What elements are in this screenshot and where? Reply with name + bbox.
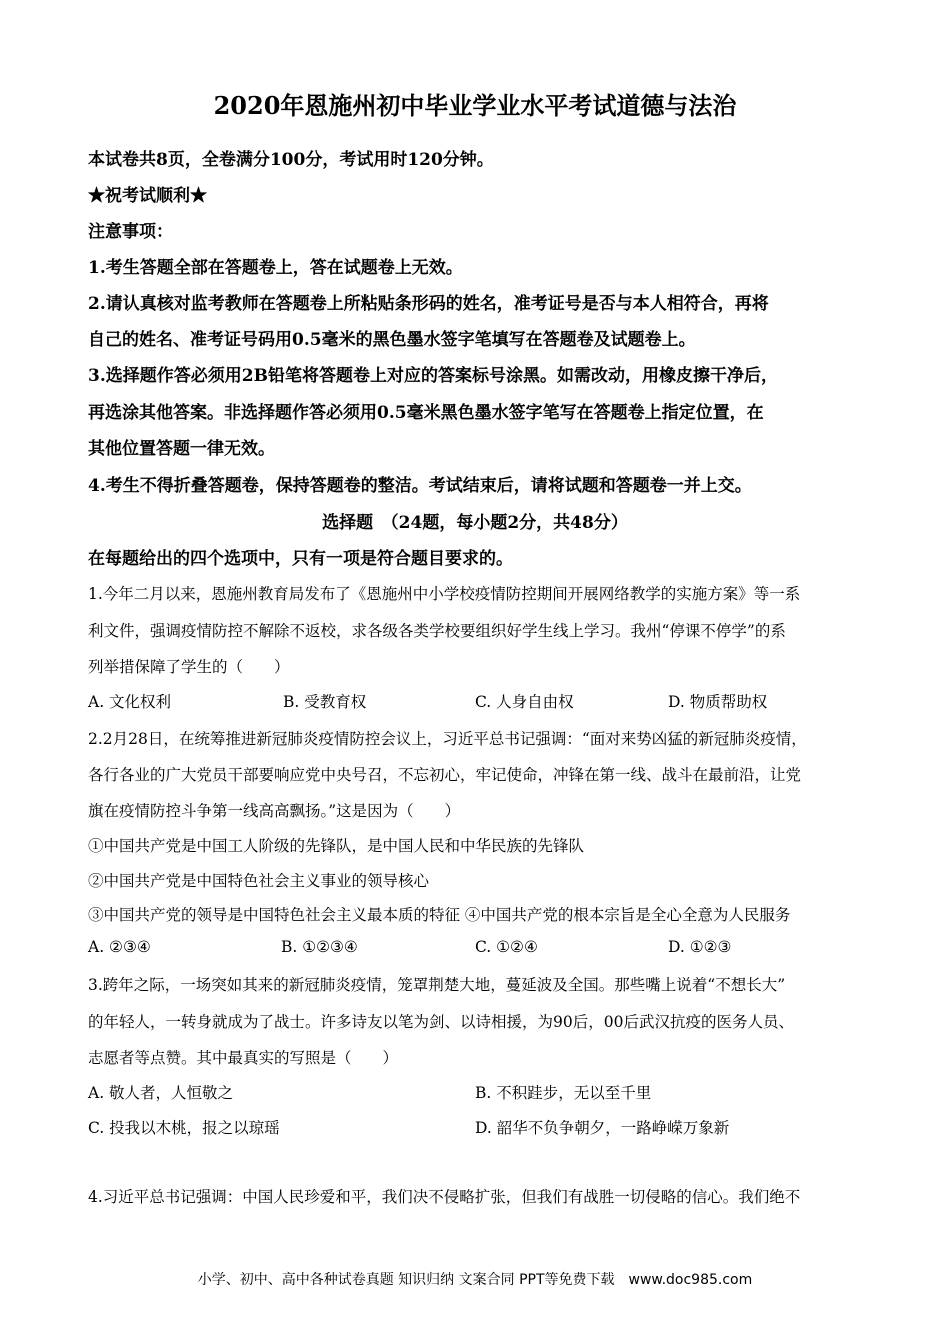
option-a: A. ②③④ [88,938,151,956]
option-b: B. 不积跬步，无以至千里 [475,1084,652,1102]
question-line: 2.2月28日，在统筹推进新冠肺炎疫情防控会议上，习近平总书记强调：“面对来势凶猛的新冠肺炎疫情， [88,730,807,748]
notice-line: 其他位置答题一律无效。 [88,439,275,459]
question-line: 3.跨年之际，一场突如其来的新冠肺炎疫情，笼罩荆楚大地，蔓延波及全国。那些嘴上说着“不想长大” [88,976,786,994]
notice-line: 3.选择题作答必须用2B铅笔将答题卷上对应的答案标号涂黑。如需改动，用橡皮擦干净后， [88,366,778,386]
option-c: C. 投我以木桃，报之以琼瑶 [88,1119,280,1137]
notice-line: 1.考生答题全部在答题卷上，答在试题卷上无效。 [88,258,463,278]
footer-text: 小学、初中、高中各种试卷真题 知识归纳 文案合同 PPT等免费下载 www.doc985.com [197,1272,753,1288]
question-line: 4.习近平总书记强调：中国人民珍爱和平，我们决不侵略扩张，但我们有战胜一切侵略的信心。我们绝不 [88,1188,801,1206]
option-c: C. ①②④ [475,938,538,956]
option-b: B. ①②③④ [281,938,358,956]
question-line: 列举措保障了学生的（ ） [88,658,290,676]
statement-line: ②中国共产党是中国特色社会主义事业的领导核心 [88,872,430,890]
question-line: 利文件，强调疫情防控不解除不返校，求各级各类学校要组织好学生线上学习。我州“停课不停学”的系 [88,622,786,640]
notice-line: 再选涂其他答案。非选择题作答必须用0.5毫米黑色墨水签字笔写在答题卷上指定位置，在 [88,403,764,423]
option-d: D. 韶华不负争朝夕，一路峥嵘万象新 [475,1119,730,1137]
option-d: D. ①②③ [668,938,732,956]
exam-info: 本试卷共8页，全卷满分100分，考试用时120分钟。 [88,150,494,170]
question-line: 1.今年二月以来，恩施州教育局发布了《恩施州中小学校疫情防控期间开展网络教学的实施方案》等一系 [88,585,801,603]
statement-line: ③中国共产党的领导是中国特色社会主义最本质的特征 ④中国共产党的根本宗旨是全心全意为人民服务 [88,906,791,924]
option-b: B. 受教育权 [283,693,367,711]
good-luck-line: ★祝考试顺利★ [88,186,207,206]
option-d: D. 物质帮助权 [668,693,768,711]
question-line: 各行各业的广大党员干部要响应党中央号召，不忘初心，牢记使命，冲锋在第一线、战斗在最前沿，让党 [88,766,802,784]
notice-heading: 注意事项： [88,222,173,242]
notice-line: 4.考生不得折叠答题卷，保持答题卷的整洁。考试结束后，请将试题和答题卷一并上交。 [88,476,752,496]
statement-line: ①中国共产党是中国工人阶级的先锋队，是中国人民和中华民族的先锋队 [88,837,585,855]
section-heading: 选择题 （24题，每小题2分，共48分） [322,513,628,533]
notice-line: 自己的姓名、准考证号码用0.5毫米的黑色墨水签字笔填写在答题卷及试题卷上。 [88,330,696,350]
option-a: A. 文化权利 [88,693,172,711]
question-line: 旗在疫情防控斗争第一线高高飘扬。”这是因为（ ） [88,802,461,820]
question-line: 志愿者等点赞。其中最真实的写照是（ ） [88,1049,399,1067]
page-title: 2020年恩施州初中毕业学业水平考试道德与法治 [213,91,737,120]
question-line: 的年轻人，一转身就成为了战士。许多诗友以笔为剑、以诗相援，为90后，00后武汉抗疫的医务人员、 [88,1013,794,1031]
notice-line: 2.请认真核对监考教师在答题卷上所粘贴条形码的姓名，准考证号是否与本人相符合，再将 [88,294,769,314]
option-a: A. 敬人者，人恒敬之 [88,1084,234,1102]
section-instruction: 在每题给出的四个选项中，只有一项是符合题目要求的。 [88,549,513,569]
option-c: C. 人身自由权 [475,693,574,711]
